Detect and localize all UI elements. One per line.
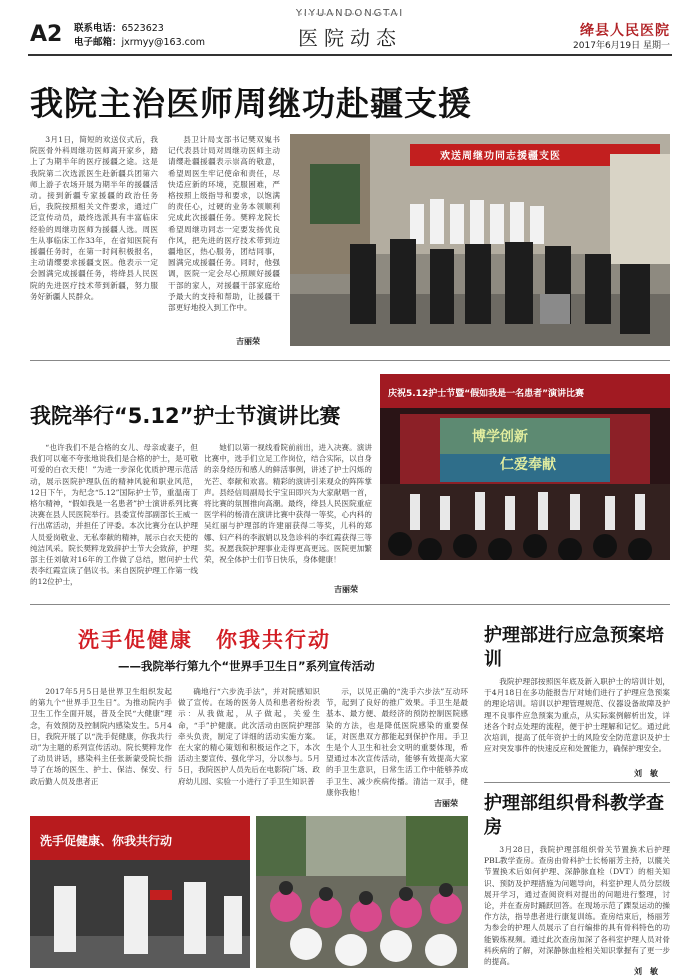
article-1-byline: 吉丽荣 <box>236 337 260 346</box>
divider-1 <box>30 360 670 361</box>
section-pinyin: YIYUANDONGTAI <box>295 8 405 19</box>
phone-label: 联系电话： <box>74 23 122 34</box>
article-1-column-1 <box>30 134 158 346</box>
article-1-headline: 我院主治医师周继功赴疆支援 <box>30 84 472 123</box>
article-2-column-2 <box>204 442 372 582</box>
article-3-photo-banner: 洗手促健康、你我共行动 <box>40 834 173 848</box>
email-address: jxrmyy@163.com <box>121 37 205 48</box>
article-1-body-1: 3月1日，简短的欢送仪式后，我院医骨外科周继功医师离开家乡，踏上了为期半年的医疗援疆之途。这是我院第二次选派医生赴新疆兵团第六师上游子农场开展为期半年的援疆活动。接到新疆专家援疆的政治任务后，我院按照相关文件要求，通过广泛宣传动员，最终选派具有丰富临床经验的周继功医师为援疆人选。周医生从事临床工作33年，在省知医院有援疆任务时，在第一时间积极报名，主动请缨要求援疆支医。他表示一定会圆满完成援疆任务，将绛县人民医院的先进医疗技术带到新疆，努力服务好新疆人民群众。 <box>30 135 158 301</box>
article-3-body-2: 确地行“六步洗手法”，并对院感知识做了宣传。在场的医务人员和患者纷纷表示：从我做起，从子做起，关爱生命，“手”护健康。此次活动由医院护理部牵头负责，制定了详细的活动实施方案。在大家的精心策划和积极运作之下，本次活动主要宣传、强化学习，分以参与。5月5日，我院医护人员先后在电影院广场、政府幼儿园、实验一小进行了手卫生知识普 <box>178 687 320 786</box>
header-dash-decoration <box>300 12 400 16</box>
article-5-byline: 刘 敏 <box>634 967 658 976</box>
article-1-column-2 <box>168 134 280 334</box>
article-2-byline: 吉丽荣 <box>334 585 358 594</box>
article-2-headline: 我院举行“5.12”护士节演讲比赛 <box>30 404 341 428</box>
article-2-body-2: 她们以第一视线看院前前出，进入决赛。演讲比赛中，选手们立足工作岗位，结合实际，以自身的亲身经历和感人的鲜活事例，讲述了护士闪烁的光芒、奉献和欢喜。精彩的演讲引来观众的阵阵掌声。县经信局副局长宇宝田即兴为大家献唱一首，将比赛的氛围推向高潮。最终，绛县人民医院重症医学科的杨清在演讲比赛中获得一等奖，心内科的吴红丽与护理部的许建丽获得二等奖，儿科的郑娜、妇产科的李淑娟以及急诊科的李红霞获得三等奖。祝愿我院护理事业走得更高更远。医院更加繁荣，祝全体护士们节日快乐，身体健康！ <box>204 443 372 565</box>
article-1-photo <box>290 134 670 346</box>
article-1-photo-banner: 欢送周继功同志援疆支医 <box>440 151 561 162</box>
article-4-column <box>484 676 670 768</box>
article-3-body-1: 2017年5月5日是世界卫生组织发起的第九个“世界手卫生日”。为推动院内手卫生工作全面开展，普及全民“大健康”理念，有效预防及控制院内感染发生。5月4日，我院开展了以“洗手促健康，你我共行动”为主题的系列宣传活动。院长樊粹龙作了动员讲话，感染科主任张新蒙受院长指导了在场的医生、护士、保洁、保安、行政后勤人员及患者正 <box>30 687 172 786</box>
article-2-column-1 <box>30 442 198 590</box>
article-5-body: 3月28日，我院护理部组织骨关节置换术后护理PBL教学查房。查房由骨科护士长杨丽芳主持，以髋关节置换术后如何护理、深静脉血栓（DVT）的相关知识、预防及护理措施为问题导向，科室护理人员分层级展开学习，通过查阅资料对提出的问题进行整理，讨论，并在查房时踊跃回答。在现场示范了踝泵运动的操作方法，指导患者进行康复训练。查房结束后，杨丽芳为参会的护理人员展示了自行编排的具有骨科特色的功能锻炼视频。通过此次查房加深了各科室护理人员对骨科疾病的了解，对深静脉血栓相关知识掌握有了更一步的提高。 <box>484 845 670 966</box>
page-number: A2 <box>30 22 63 47</box>
article-3-column-2 <box>178 686 320 806</box>
email-label: 电子邮箱： <box>74 37 122 48</box>
divider-3 <box>484 782 670 783</box>
article-4-body: 我院护理部按照医年底及新入职护士的培训计划，于4月18日在多功能报告厅对她们进行了护理应急预案的理论培训。培训以护理管理规范、仪器设备故障及护理不良事件应急预案为重点，从实际案例解析出发，详述各个时点处理的流程，便于护士理解和记忆。通过此次培训，提高了低年资护士的风险安全防范意识及护士应对突发事件的快速反应和处置能力，确保护理安全。 <box>484 677 670 754</box>
article-3-column-3 <box>326 686 468 798</box>
page-header <box>0 0 700 56</box>
stage-slogan-2: 仁爱奉献 <box>500 457 556 473</box>
article-2-photo <box>380 374 670 560</box>
divider-2 <box>30 604 670 605</box>
article-3-headline: 洗手促健康 你我共行动 <box>78 628 331 652</box>
section-title: 医院动态 <box>298 26 402 50</box>
newspaper-name: 绛县人民医院 <box>580 23 670 39</box>
article-1-body-2: 县卫计局支部书记樊双嵬书记代表县计局对周继功医师主动请缨赴疆援疆表示崇高的敬意，希望周医生牢记使命和责任，尽快适应新的环境，克服困难，严格按照上级指导和要求，以饱满的责任心，过硬的业务本领顺利完成此次援疆任务。樊粹龙院长希望周继功同志一定要发扬优良作风，把先进的医疗技术带到边疆地区，热心服务，团结同事，圆满完成援疆任务。同时，他强调，医院一定会尽心照顾好援疆干部的家人，对援疆干部家庭给予最大的支持和帮助，让援疆干部更好地投入到工作中。 <box>168 135 280 313</box>
article-2-body-1: “也许我们不是合格的女儿、母亲或妻子，但我们可以毫不夸张地说我们是合格的护士，是可敬可爱的白衣天使！”为进一步深化优质护理示范活动，展示医院护理队伍的精神风貌和职业风范，12日下午，为纪念“5.12”国际护士节，重温南丁格尔精神，“假如我是一名患者”护士演讲系列比赛决赛在县人民医院举行。县委宣传部副部长王威一行出席活动，并担任了评委。本次比赛分在认护理人员爱岗敬业、无私奉献的精神，展示白衣天使的纯洁风采。院长樊粹龙致辞护士节大会致辞，护理部主任刘敏对16年的工作做了总结，慰问护士代表李红霞宣读了倡议书。来自医院护理工作第一线的12位护士， <box>30 443 198 587</box>
article-3-body-3: 示，以见正确的“洗手六步法”互动环节，起到了良好的推广效果。手卫生是最基本、最方便、最经济的预防控制医院感染的方法，也是降低医院感染的重要保证，对医患双方都能起到保护作用。手卫生是个人卫生和社会文明的重要体现，希望通过本次宣传活动，能够有效提高大家的手卫生意识，日常生活工作中能够养成手卫生、减少疾病传播。清洁一双手，健康你我他！ <box>326 687 468 797</box>
issue-date: 2017年6月19日 星期一 <box>573 41 670 51</box>
article-3-byline: 吉丽荣 <box>434 799 458 808</box>
article-5-column <box>484 844 670 966</box>
article-4-headline: 护理部进行应急预案培训 <box>484 625 664 670</box>
article-3-subtitle: ——我院举行第九个“世界手卫生日”系列宣传活动 <box>118 659 375 673</box>
article-3-photo-1 <box>30 816 250 968</box>
article-5-headline: 护理部组织骨科教学查房 <box>484 793 664 838</box>
header-rule <box>28 54 672 56</box>
article-2-photo-banner: 庆祝5.12护士节暨“假如我是一名患者”演讲比赛 <box>388 389 585 399</box>
article-4-byline: 刘 敏 <box>634 769 658 778</box>
stage-slogan-1: 博学创新 <box>472 429 528 445</box>
article-3-photo-2 <box>256 816 468 968</box>
phone-number: 6523623 <box>121 23 164 34</box>
article-3-column-1 <box>30 686 172 806</box>
